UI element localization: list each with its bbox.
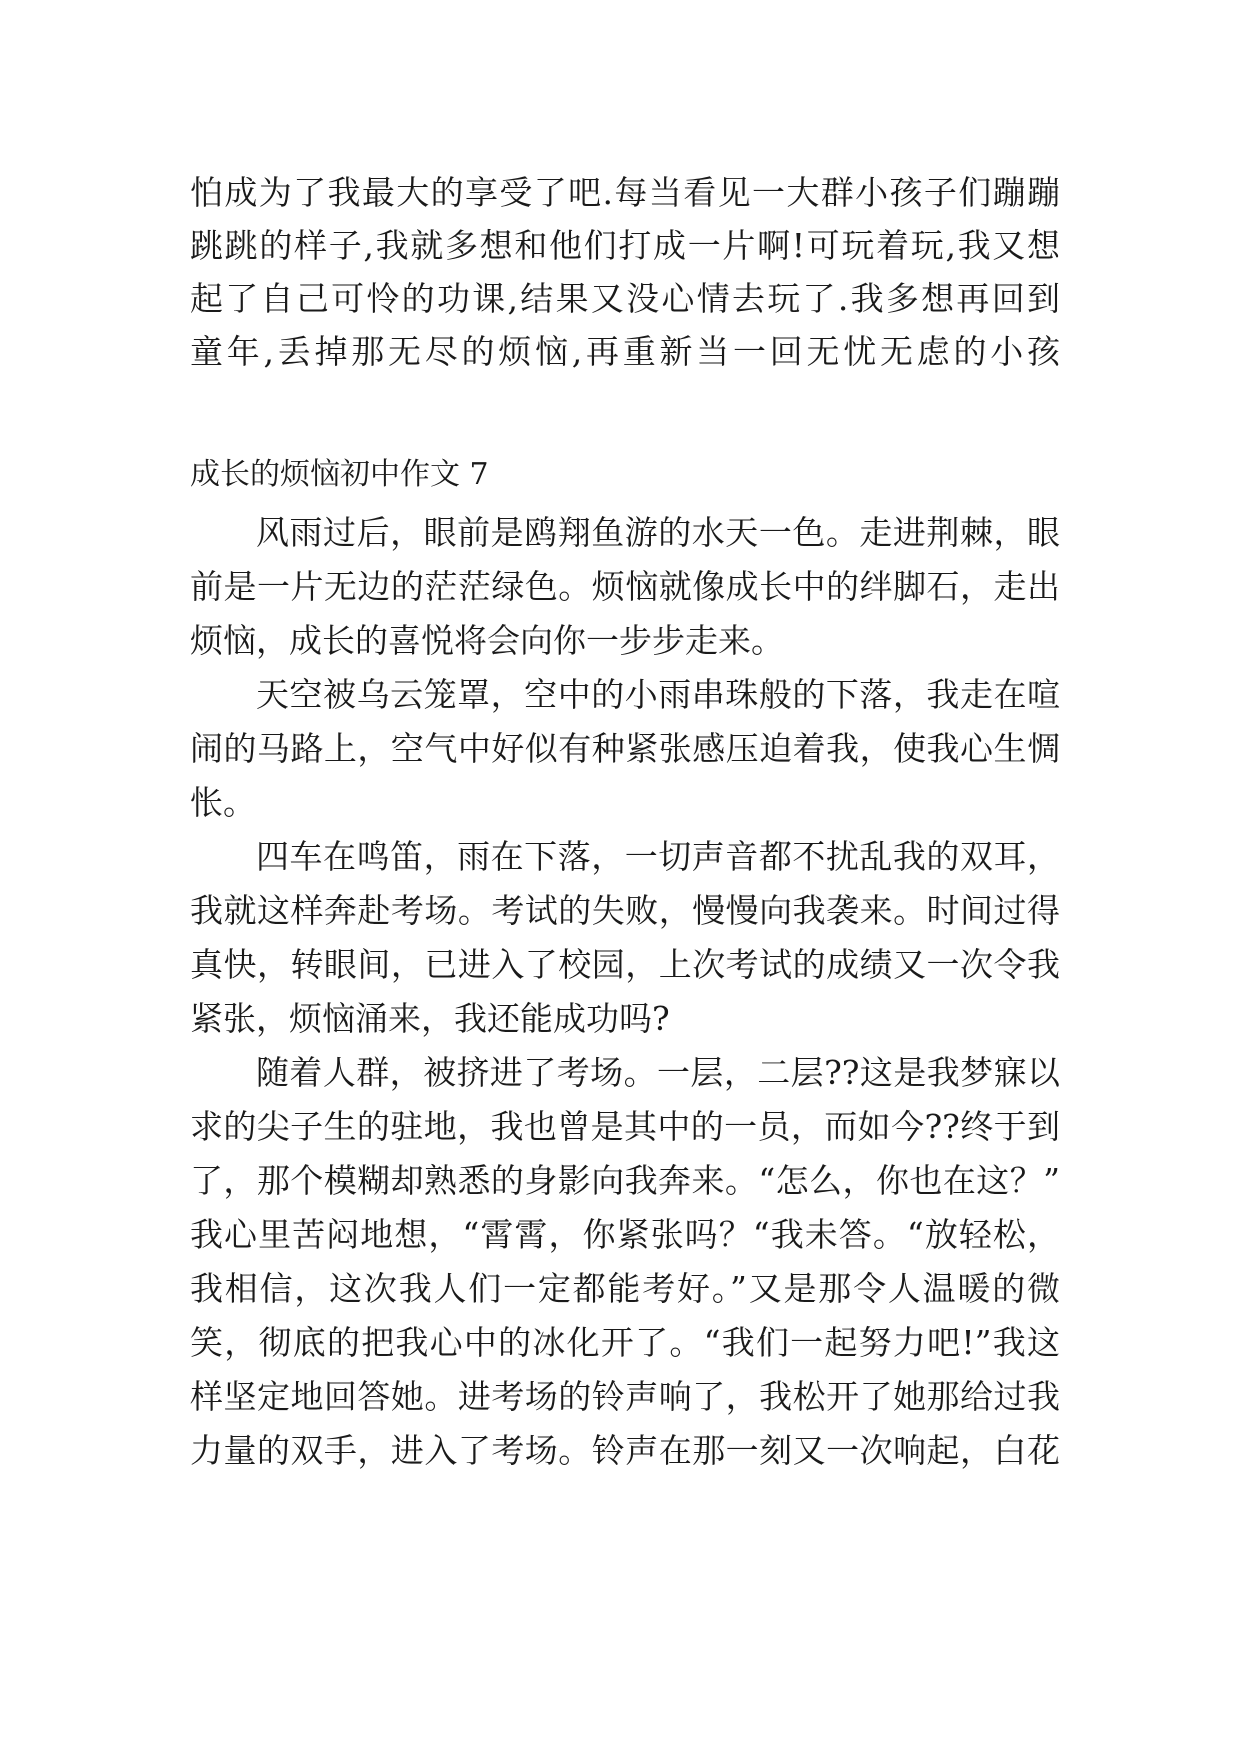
paragraph-first-line: 随着人群，被挤进了考场。一层，二层??这是我梦寐以	[256, 1053, 1060, 1092]
text-line: 力量的双手，进入了考场。铃声在那一刻又一次响起，白花	[190, 1431, 1060, 1470]
essay-title: 成长的烦恼初中作文 7	[190, 457, 489, 492]
text-line: 求的尖子生的驻地，我也曾是其中的一员，而如今??终于到	[190, 1107, 1060, 1146]
text-line: 我相信，这次我人们一定都能考好。”又是那令人温暖的微	[190, 1269, 1060, 1308]
text-line: 真快，转眼间，已进入了校园，上次考试的成绩又一次令我	[190, 945, 1060, 984]
text-line: 怅。	[190, 783, 256, 822]
paragraph-first-line: 四车在鸣笛，雨在下落，一切声音都不扰乱我的双耳，	[256, 837, 1060, 876]
text-line: 我心里苦闷地想，“霄霄，你紧张吗？“我未答。“放轻松，	[190, 1215, 1060, 1254]
text-line: 笑，彻底的把我心中的冰化开了。“我们一起努力吧!”我这	[190, 1323, 1060, 1362]
text-line: 闹的马路上，空气中好似有种紧张感压迫着我，使我心生惆	[190, 729, 1060, 768]
text-line: 童年,丢掉那无尽的烦恼,再重新当一回无忧无虑的小孩	[190, 332, 1060, 371]
text-line: 怕成为了我最大的享受了吧.每当看见一大群小孩子们蹦蹦	[190, 173, 1060, 212]
text-line: 前是一片无边的茫茫绿色。烦恼就像成长中的绊脚石，走出	[190, 567, 1060, 606]
text-line: 了，那个模糊却熟悉的身影向我奔来。“怎么，你也在这？”	[190, 1161, 1060, 1200]
paragraph-first-line: 天空被乌云笼罩，空中的小雨串珠般的下落，我走在喧	[256, 675, 1060, 714]
text-line: 紧张，烦恼涌来，我还能成功吗?	[190, 999, 670, 1038]
text-line: 跳跳的样子,我就多想和他们打成一片啊!可玩着玩,我又想	[190, 226, 1060, 265]
text-line: 烦恼，成长的喜悦将会向你一步步走来。	[190, 621, 784, 660]
text-line: 样坚定地回答她。进考场的铃声响了，我松开了她那给过我	[190, 1377, 1060, 1416]
paragraph-first-line: 风雨过后，眼前是鸥翔鱼游的水天一色。走进荆棘，眼	[256, 513, 1060, 552]
text-line: 我就这样奔赴考场。考试的失败，慢慢向我袭来。时间过得	[190, 891, 1060, 930]
text-line: 起了自己可怜的功课,结果又没心情去玩了.我多想再回到	[190, 279, 1060, 318]
